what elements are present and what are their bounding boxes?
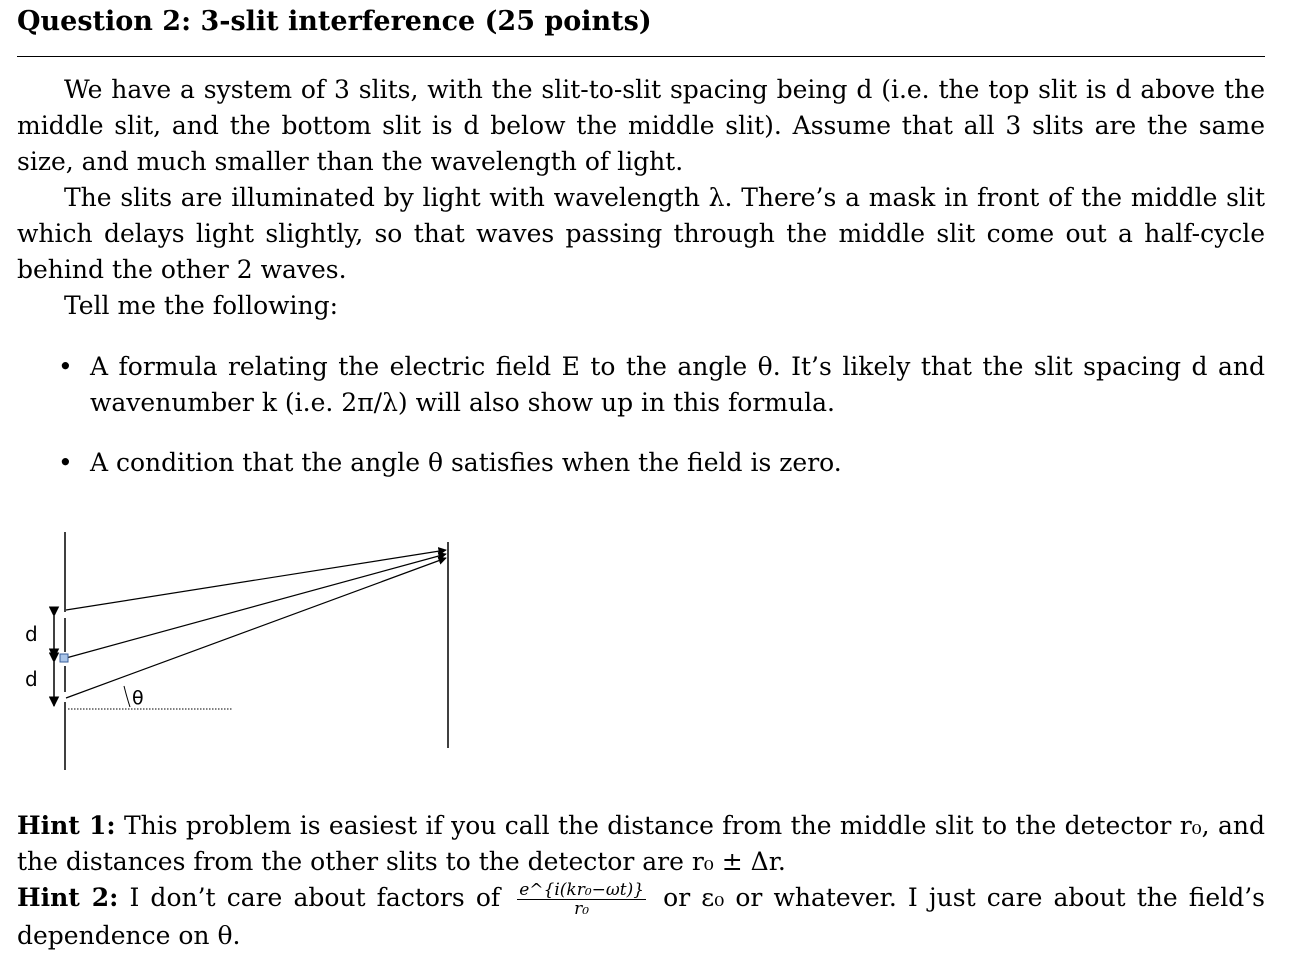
spacing-label-top: d bbox=[25, 622, 38, 646]
phase-mask bbox=[60, 654, 68, 662]
bullet-item-condition: A condition that the angle θ satisfies when the field is zero. bbox=[90, 448, 842, 477]
hint-2-label: Hint 2: bbox=[17, 883, 119, 912]
hint-2-fraction bbox=[517, 881, 646, 918]
paragraph-illumination: The slits are illuminated by light with wavelength λ. There’s a mask in front of the middle slit which delays light slightly, so that waves passing through the middle slit come out a half-cycle behind the other 2 waves. bbox=[17, 183, 1265, 284]
fraction-denominator: r₀ bbox=[574, 899, 590, 919]
bullet-item-formula: A formula relating the electric field E to the angle θ. It’s likely that the slit spacing d and wavenumber k (i.e. 2π/λ) will also show up in this formula. bbox=[90, 352, 1265, 417]
bullet-marker: • bbox=[58, 352, 73, 381]
ray-middle bbox=[66, 554, 446, 658]
paragraph-slit-setup: We have a system of 3 slits, with the slit-to-slit spacing being d (i.e. the top slit is d above the middle slit, and the bottom slit is d below the middle slit). Assume that all 3 slits are the same size, and much smaller than the wavelength of light. bbox=[17, 75, 1265, 176]
ray-bottom bbox=[66, 558, 446, 698]
bullet-marker: • bbox=[58, 448, 73, 477]
fraction-numerator: e^{i(kr₀−ωt)} bbox=[519, 880, 645, 900]
hint-2-text-before: I don’t care about factors of bbox=[129, 883, 501, 912]
title-rule bbox=[17, 56, 1265, 57]
hint-1-label: Hint 1: bbox=[17, 811, 116, 840]
angle-label: θ bbox=[132, 687, 144, 709]
hint-2 bbox=[17, 880, 1265, 954]
question-title: Question 2: 3-slit interference (25 points) bbox=[17, 6, 652, 37]
slit-diagram bbox=[0, 520, 500, 780]
hint-1 bbox=[17, 808, 1265, 880]
spacing-label-bottom: d bbox=[25, 667, 38, 691]
hint-2-text-after: or ε₀ or whatever. I just care about the field’s dependence on θ. bbox=[17, 883, 1265, 950]
ray-top bbox=[66, 550, 446, 610]
hint-1-text: This problem is easiest if you call the distance from the middle slit to the detector r₀, and the distances from the other slits to the detector are r₀ ± Δr. bbox=[17, 811, 1265, 876]
paragraph-instructions: Tell me the following: bbox=[64, 291, 339, 320]
angle-arc bbox=[124, 686, 130, 707]
